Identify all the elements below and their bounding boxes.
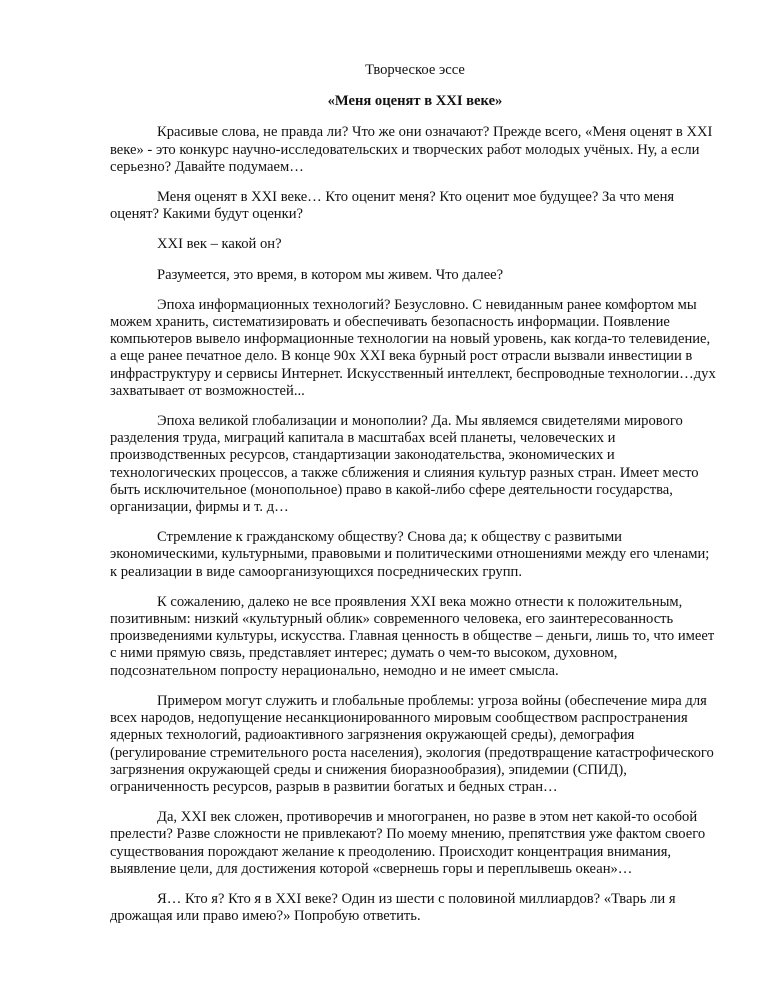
paragraph: Эпоха великой глобализации и монополии? Да. Мы являемся свидетелями мирового разделения труда, миграций капитала в масштабах всей планеты, человеческих и производственных ресурсов, стандартизации законодательства, экономических и технологических процессов, а также сближения и слияния культур разных стран. Имеет место быть исключительное (монопольное) право в какой-либо сфере деятельности государства, организации, фирмы и т. д…: [110, 413, 699, 516]
paragraph: К сожалению, далеко не все проявления XXI века можно отнести к положительным, позитивным: низкий «культурный облик» современного человека, его заинтересованность произведениями культуры, искусства. Главная ценность в обществе – деньги, лишь то, что имеет с ними прямую связь, представляет интерес; думать о чем-то высоком, духовном, подсознательном попросту нерационально, немодно и не имеет смысла.: [110, 593, 715, 679]
paragraph: Красивые слова, не правда ли? Что же они означают? Прежде всего, «Меня оценят в XXI веке» - это конкурс научно-исследовательских и творческих работ молодых учёных. Ну, а если серьезно? Давайте подумаем…: [110, 124, 713, 175]
paragraph: Я… Кто я? Кто я в XXI веке? Один из шести с половиной миллиардов? «Тварь ли я дрожащая или право имею?» Попробую ответить.: [110, 890, 676, 925]
paragraph: Меня оценят в XXI веке… Кто оценит меня? Кто оценит мое будущее? За что меня оценят? Какими будут оценки?: [110, 189, 675, 223]
document-page: [110, 62, 720, 938]
paragraph: Разумеется, это время, в котором мы живем. Что далее?: [157, 266, 504, 283]
paragraph: Стремление к гражданскому обществу? Снова да; к обществу с развитыми экономическими, культурными, правовыми и политическими отношениями между его членами; к реализации в виде самоорганизующихся посреднических групп.: [110, 529, 710, 580]
essay-title: «Меня оценят в XXI веке»: [327, 93, 503, 110]
paragraph: Да, XXI век сложен, противоречив и многогранен, но разве в этом нет какой-то особой прелести? Разве сложности не привлекают? По моему мнению, препятствия уже фактом своего существования порождают желание к преодолению. Происходит концентрация внимания, выявление цели, для достижения которой «свернешь горы и переплывешь океан»…: [110, 809, 706, 877]
essay-genre: Творческое эссе: [365, 62, 465, 78]
paragraph: Эпоха информационных технологий? Безусловно. С невиданным ранее комфортом мы можем хранить, систематизировать и обеспечивать безопасность информации. Появление компьютеров вывело информационные технологии на новый уровень, как когда-то телевидение, а еще ранее печатное дело. В конце 90х XXI века бурный рост отрасли вызвали инвестиции в инфраструктуру и сервисы Интернет. Искусственный интеллект, беспроводные технологии…дух захватывает от возможностей...: [110, 296, 716, 399]
paragraph: Примером могут служить и глобальные проблемы: угроза войны (обеспечение мира для всех народов, недопущение несанкционированного мировым сообществом распространения ядерных технологий, радиоактивного загрязнения окружающей среды), демография (регулирование стремительного роста населения), экология (предотвращение катастрофического загрязнения окружающей среды и снижения биоразнообразия), эпидемии (СПИД), ограниченность ресурсов, разрыв в развитии богатых и бедных стран…: [110, 692, 714, 795]
paragraph: XXI век – какой он?: [157, 236, 282, 253]
